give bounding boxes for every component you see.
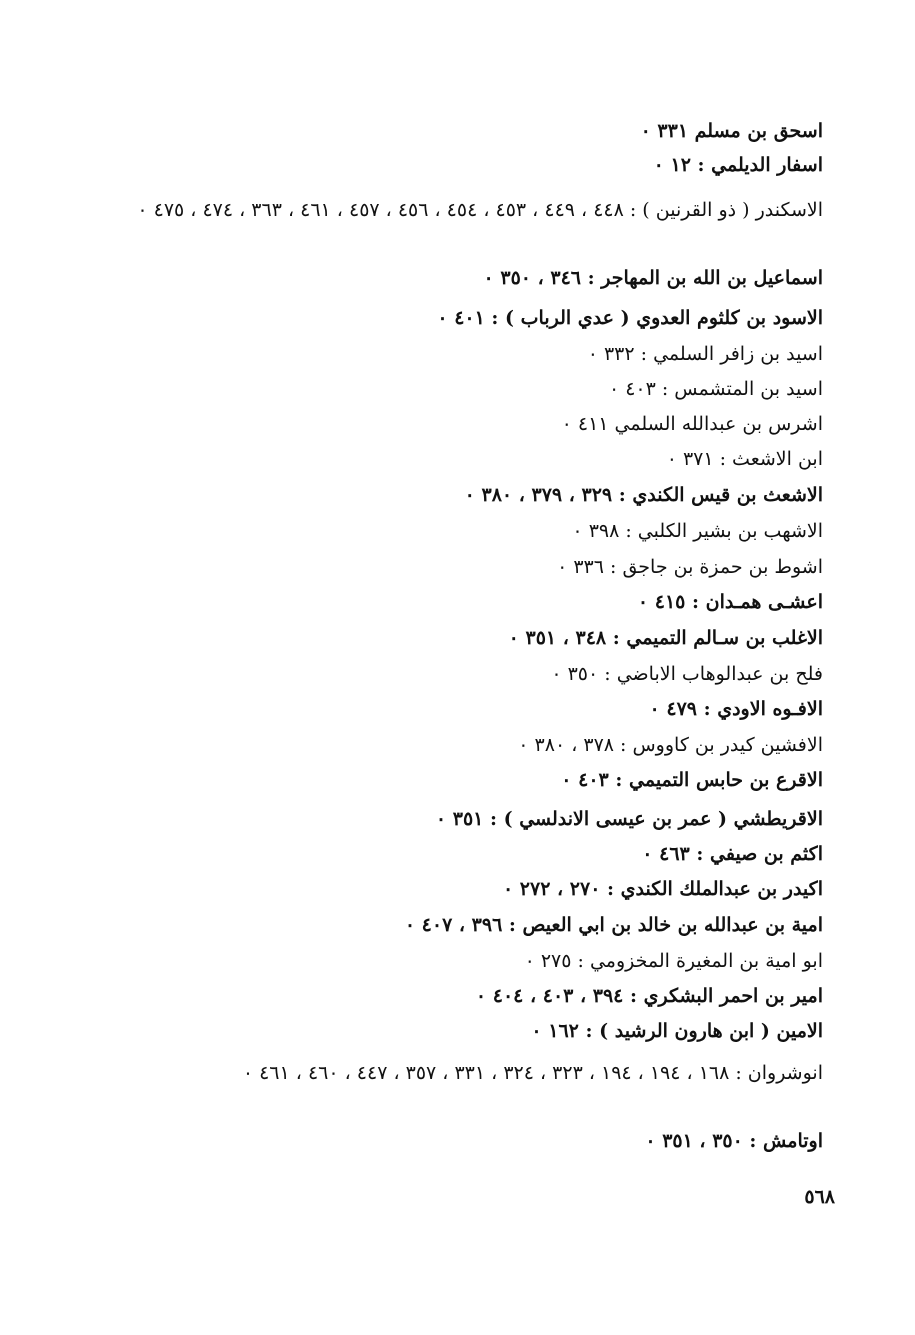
index-entry: اسيد بن المتشمس : ٤٠٣ ٠: [608, 378, 823, 400]
index-entry: الاقريطشي ( عمر بن عيسى الاندلسي ) : ٣٥١ ٠: [435, 808, 823, 830]
index-entry: امير بن احمر البشكري : ٣٩٤ ، ٤٠٣ ، ٤٠٤ ٠: [475, 985, 823, 1007]
index-entry: ابو امية بن المغيرة المخزومي : ٢٧٥ ٠: [524, 950, 823, 972]
index-entry: الافشين كيدر بن كاووس : ٣٧٨ ، ٣٨٠ ٠: [518, 734, 823, 756]
index-entry: اشرس بن عبدالله السلمي ٤١١ ٠: [561, 413, 823, 435]
index-entry: امية بن عبدالله بن خالد بن ابي العيص : ٣٩٦ ، ٤٠٧ ٠: [404, 914, 823, 936]
index-entry: اسحق بن مسلم ٣٣١ ٠: [640, 120, 823, 142]
index-entry: اكثم بن صيفي : ٤٦٣ ٠: [642, 843, 823, 865]
index-entry: اعشـى همـدان : ٤١٥ ٠: [637, 591, 823, 613]
index-entry: فلح بن عبدالوهاب الاباضي : ٣٥٠ ٠: [551, 663, 823, 685]
index-entry: انوشروان : ١٦٨ ، ١٩٤ ، ١٩٤ ، ٣٢٣ ، ٣٢٤ ، ٣٣١ ، ٣٥٧ ، ٤٤٧ ، ٤٦٠ ، ٤٦١ ٠: [242, 1062, 823, 1084]
index-entry: الاسود بن كلثوم العدوي ( عدي الرباب ) : ٤٠١ ٠: [437, 307, 823, 329]
index-entry: الاغلب بن سـالم التميمي : ٣٤٨ ، ٣٥١ ٠: [508, 627, 823, 649]
index-entry: الاشعث بن قيس الكندي : ٣٢٩ ، ٣٧٩ ، ٣٨٠ ٠: [464, 484, 823, 506]
index-entry: الاقرع بن حابس التميمي : ٤٠٣ ٠: [561, 769, 823, 791]
index-entry: الاشهب بن بشير الكلبي : ٣٩٨ ٠: [572, 520, 823, 542]
index-entry: اسماعيل بن الله بن المهاجر : ٣٤٦ ، ٣٥٠ ٠: [483, 267, 823, 289]
index-entry: الافـوه الاودي : ٤٧٩ ٠: [649, 698, 823, 720]
index-entry: اشوط بن حمزة بن جاجق : ٣٣٦ ٠: [557, 556, 823, 578]
index-entry: ابن الاشعث : ٣٧١ ٠: [666, 448, 823, 470]
index-entry: اوتامش : ٣٥٠ ، ٣٥١ ٠: [645, 1130, 823, 1152]
page-number: ٥٦٨: [804, 1186, 835, 1208]
index-entry: اسيد بن زافر السلمي : ٣٣٢ ٠: [587, 343, 823, 365]
index-entry: اسفار الديلمي : ١٢ ٠: [653, 154, 823, 176]
index-entry: الاسكندر ( ذو القرنين ) : ٤٤٨ ، ٤٤٩ ، ٤٥٣ ، ٤٥٤ ، ٤٥٦ ، ٤٥٧ ، ٤٦١ ، ٣٦٣ ، ٤٧٤ ، ٤٧٥ ٠: [137, 199, 823, 221]
index-entry: الامين ( ابن هارون الرشيد ) : ١٦٢ ٠: [531, 1020, 823, 1042]
index-entry: اكيدر بن عبدالملك الكندي : ٢٧٠ ، ٢٧٢ ٠: [502, 878, 823, 900]
